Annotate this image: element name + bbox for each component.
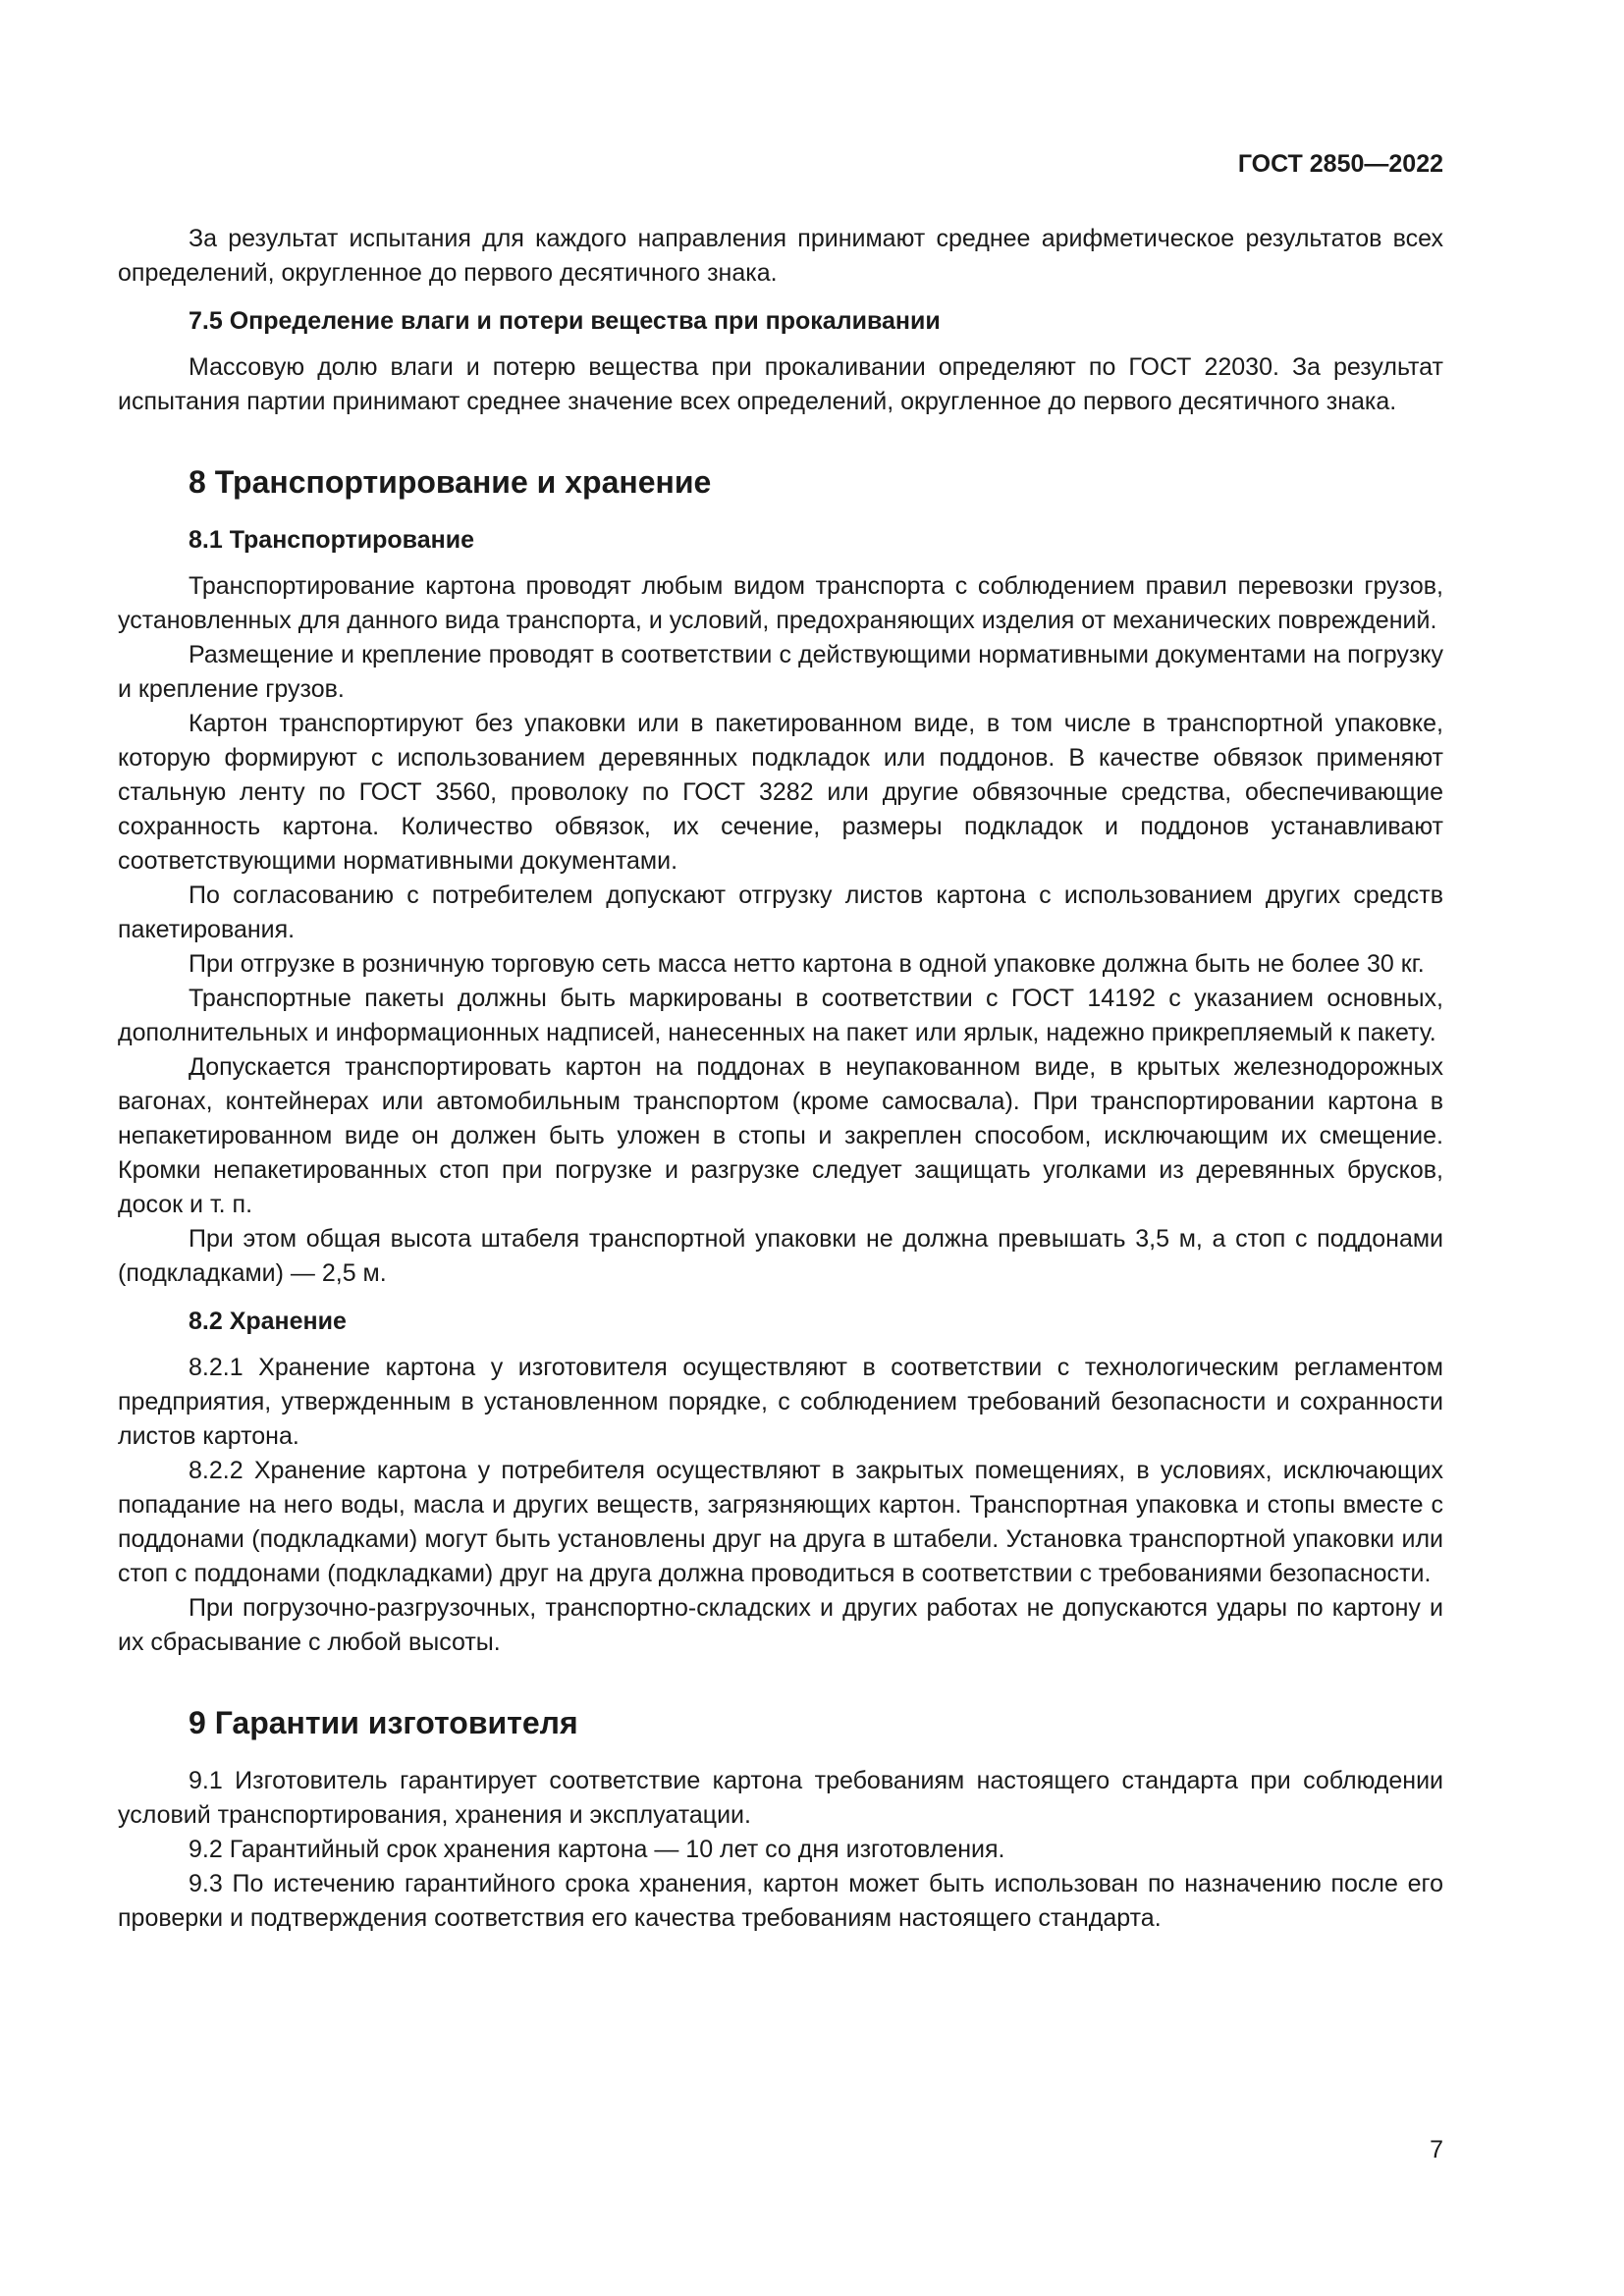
paragraph-8-1-1: Транспортирование картона проводят любым видом транспорта с соблюдением правил перевозки грузов, установленных для данного вида транспорта, и условий, предохраняющих изделия от механических повреждений. bbox=[118, 572, 1443, 634]
paragraph-8-1-3: Картон транспортируют без упаковки или в пакетированном виде, в том числе в транспортной упаковке, которую формируют с использованием деревянных подкладок или поддонов. В качестве обвязок применяют стальную ленту по ГОСТ 3560, проволоку по ГОСТ 3282 или другие обвязочные средства, обеспечивающие сохранность картона. Количество обвязок, их сечение, размеры подкладок и поддонов устанавливают соответствующими нормативными документами. bbox=[118, 710, 1443, 875]
page-body bbox=[118, 222, 1443, 1936]
subsection-8-2-title: 8.2 Хранение bbox=[189, 1308, 347, 1335]
paragraph-8-1-4: По согласованию с потребителем допускают отгрузку листов картона с использованием других средств пакетирования. bbox=[118, 881, 1443, 943]
page-number: 7 bbox=[1430, 2136, 1443, 2163]
paragraph-8-2-2: 8.2.2 Хранение картона у потребителя осуществляют в закрытых помещениях, в условиях, исключающих попадание на него воды, масла и других веществ, загрязняющих картон. Транспортная упаковка и стопы вместе с поддонами (подкладками) могут быть установлены друг на друга в штабели. Установка транспортной упаковки или стоп с поддонами (подкладками) друг на друга должна проводиться в соответствии с требованиями безопасности. bbox=[118, 1457, 1443, 1587]
paragraph-8-1-5: При отгрузке в розничную торговую сеть масса нетто картона в одной упаковке должна быть не более 30 кг. bbox=[189, 950, 1425, 978]
paragraph-8-2-1: 8.2.1 Хранение картона у изготовителя осуществляют в соответствии с технологическим регламентом предприятия, утвержденным в установленном порядке, с соблюдением требований безопасности и сохранности листов картона. bbox=[118, 1354, 1443, 1450]
section-8-title: 8 Транспортирование и хранение bbox=[189, 464, 712, 500]
subsection-7-5-paragraph: Массовую долю влаги и потерю вещества при прокаливании определяют по ГОСТ 22030. За результат испытания партии принимают среднее значение всех определений, округленное до первого десятичного знака. bbox=[118, 353, 1443, 415]
subsection-7-5-title: 7.5 Определение влаги и потери вещества при прокаливании bbox=[189, 307, 941, 335]
paragraph-8-2-3: При погрузочно-разгрузочных, транспортно-складских и других работах не допускаются удары по картону и их сбрасывание с любой высоты. bbox=[118, 1594, 1443, 1656]
paragraph-9-1: 9.1 Изготовитель гарантирует соответствие картона требованиям настоящего стандарта при соблюдении условий транспортирования, хранения и эксплуатации. bbox=[118, 1767, 1443, 1829]
paragraph-9-2: 9.2 Гарантийный срок хранения картона — 10 лет со дня изготовления. bbox=[189, 1836, 1005, 1863]
intro-paragraph: За результат испытания для каждого направления принимают среднее арифметическое результатов всех определений, округленное до первого десятичного знака. bbox=[118, 225, 1443, 287]
section-9-title: 9 Гарантии изготовителя bbox=[189, 1705, 578, 1740]
paragraph-8-1-7: Допускается транспортировать картон на поддонах в неупакованном виде, в крытых железнодорожных вагонах, контейнерах или автомобильным транспортом (кроме самосвала). При транспортировании картона в непакетированном виде он должен быть уложен в стопы и закреплен способом, исключающим их смещение. Кромки непакетированных стоп при погрузке и разгрузке следует защищать уголками из деревянных брусков, досок и т. п. bbox=[118, 1053, 1443, 1218]
paragraph-9-3: 9.3 По истечению гарантийного срока хранения, картон может быть использован по назначению после его проверки и подтверждения соответствия его качества требованиям настоящего стандарта. bbox=[118, 1870, 1443, 1932]
subsection-8-1-title: 8.1 Транспортирование bbox=[189, 526, 474, 554]
paragraph-8-1-8: При этом общая высота штабеля транспортной упаковки не должна превышать 3,5 м, а стоп с поддонами (подкладками) — 2,5 м. bbox=[118, 1225, 1443, 1287]
document-code: ГОСТ 2850—2022 bbox=[1237, 150, 1443, 178]
paragraph-8-1-6: Транспортные пакеты должны быть маркированы в соответствии с ГОСТ 14192 с указанием основных, дополнительных и информационных надписей, нанесенных на пакет или ярлык, надежно прикрепляемый к пакету. bbox=[118, 985, 1443, 1046]
paragraph-8-1-2: Размещение и крепление проводят в соответствии с действующими нормативными документами на погрузку и крепление грузов. bbox=[118, 641, 1443, 703]
